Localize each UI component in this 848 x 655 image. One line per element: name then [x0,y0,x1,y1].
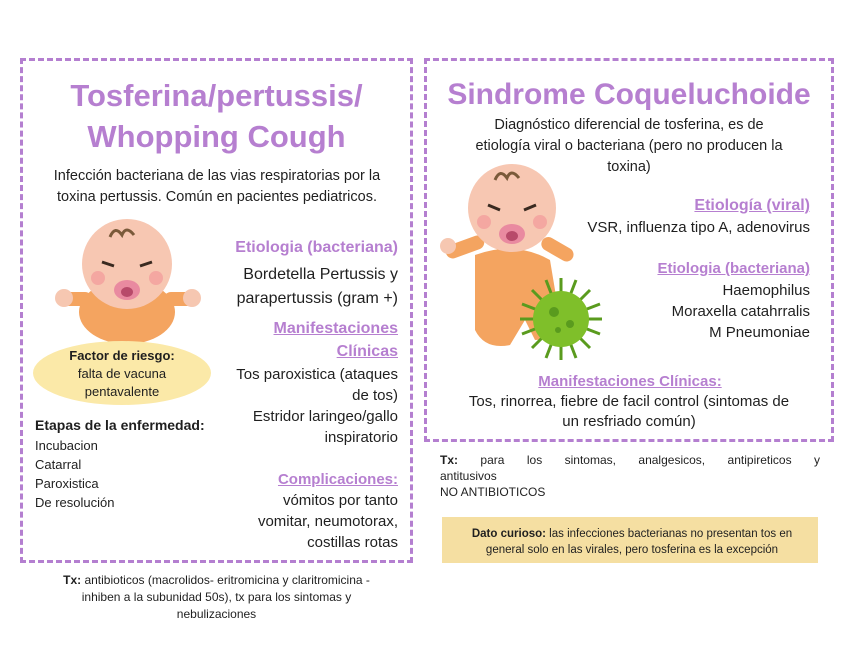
right-viral-text: VSR, influenza tipo A, adenovirus [587,219,810,236]
risk-factor-line2: pentavalente [84,384,160,399]
stage-item: Incubacion [35,438,98,453]
right-tx-block [440,452,820,500]
right-tx-line2: antitusivos [440,469,497,483]
left-tx-block [20,572,413,623]
stage-item: De resolución [35,495,115,510]
left-complic-line3: costillas rotas [307,534,398,551]
baby-head [82,219,172,309]
curious-line2: general solo en las virales, pero tosferina es la excepción [485,544,779,556]
left-manifest-heading-line1: Manifestaciones [273,320,398,337]
curious-label: Dato curioso: [471,528,546,540]
right-manifest-line2: un resfriado común) [562,413,696,430]
left-tx-line3: nebulizaciones [176,607,257,621]
risk-factor-label: Factor de riesgo: [69,348,175,363]
right-title: Sindrome Coqueluchoide [447,78,811,111]
right-bact-item: M Pneumoniae [709,324,810,341]
left-complic-line2: vomitar, neumotorax, [257,513,398,530]
right-intro-line2: etiología viral o bacteriana (pero no producen la [475,138,783,154]
left-manifest-heading-line2: Clínicas [336,343,398,360]
left-intro: Infección bacteriana de las vias respiratorias por la toxina pertussis. Común en pacientes pediatricos. [53,168,381,205]
left-title-line1: Tosferina/pertussis/ [70,78,363,113]
right-viral-heading: Etiología (viral) [694,197,810,214]
virus-illustration [518,276,604,362]
virus-core [533,291,589,347]
left-title-line2: Whopping Cough [87,119,346,154]
right-manifest-heading: Manifestaciones Clínicas: [538,373,722,390]
right-bact-item: Haemophilus [722,282,810,299]
stage-item: Paroxistica [35,476,99,491]
curious-fact-text [452,526,812,558]
stage-item: Catarral [35,457,82,472]
right-manifest-line1: Tos, rinorrea, fiebre de facil control (sintomas de [468,393,790,410]
left-manifest-line4: inspiratorio [324,429,398,446]
right-tx-line1: para los sintomas, analgesicos, antipireticos y [458,453,820,467]
risk-factor-line1: falta de vacuna [77,366,167,381]
left-complic-heading: Complicaciones: [277,471,398,488]
right-intro-line1: Diagnóstico diferencial de tosferina, es de [494,117,764,133]
right-tx-line3: NO ANTIBIOTICOS [440,485,546,499]
stages-heading: Etapas de la enfermedad: [35,417,205,433]
curious-line1: las infecciones bacterianas no presentan tos en [545,528,793,540]
baby-head [468,164,556,252]
left-tx-line2: inhiben a la subunidad 50s), tx para los sintomas y [81,590,352,604]
left-complic-line1: vómitos por tanto [282,492,398,509]
right-tx-label: Tx: [440,453,458,467]
left-tx-label: Tx: [63,573,82,587]
risk-factor-text [40,347,204,401]
baby-illustration-left [52,212,212,342]
left-manifest-line1: Tos paroxistica (ataques [236,366,398,383]
left-etiologia-text: Bordetella Pertussis y parapertussis (gram +) [236,266,398,307]
left-manifest-line2: de tos) [352,387,398,404]
left-tx-line1: antibioticos (macrolidos- eritromicina y claritromicina - [81,573,370,587]
right-intro-line3: toxina) [607,159,651,175]
right-bact-item: Moraxella catahrralis [671,303,810,320]
left-manifest-line3: Estridor laringeo/gallo [252,408,398,425]
right-bact-heading: Etiologia (bacteriana) [657,260,810,277]
left-etiologia-heading: Etiologia (bacteriana) [235,239,398,256]
